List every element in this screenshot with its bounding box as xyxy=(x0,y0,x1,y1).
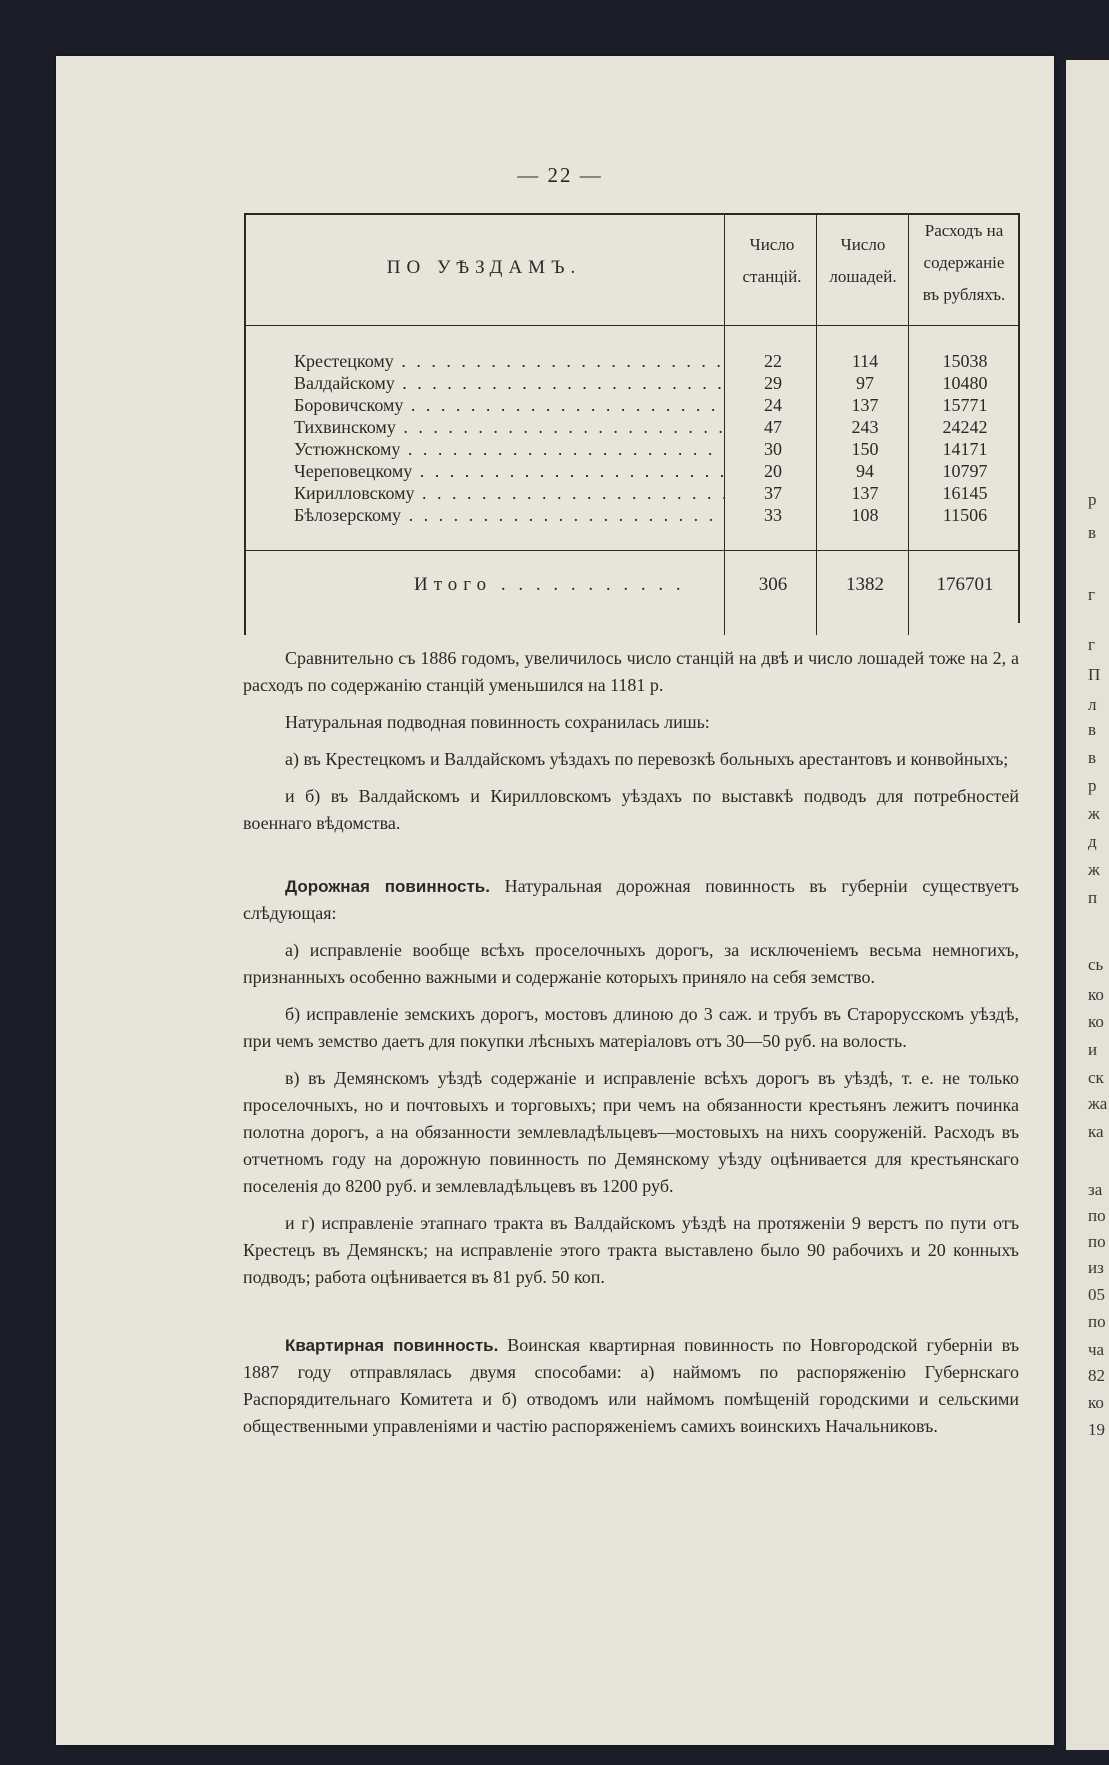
paragraph-text: а) исправленіе вообще всѣхъ проселочныхъ дорогъ, за исключеніемъ весьма немногихъ, признанныхъ особенно важными и содержаніе которыхъ приняло на себя земство. xyxy=(243,940,1019,987)
paragraph xyxy=(243,709,1019,736)
cell-expense: 16145 xyxy=(942,483,988,503)
total-label: Итого . . . xyxy=(414,570,724,600)
table-row xyxy=(244,350,1020,372)
cell-stations: 29 xyxy=(764,373,782,393)
paragraph-text: а) въ Крестецкомъ и Валдайскомъ уѣздахъ по перевозкѣ больныхъ арестантовъ и конвойныхъ; xyxy=(285,749,1009,769)
adjacent-page-fragment: ж xyxy=(1088,860,1100,879)
cell-expense: 24242 xyxy=(942,417,988,437)
cell-horses: 114 xyxy=(851,351,879,371)
adjacent-page-fragment: по xyxy=(1088,1232,1106,1251)
header-stations-line1: Число xyxy=(749,235,795,254)
paragraph-text: Натуральная дорожная повинность въ губерніи существуетъ слѣдующая: xyxy=(243,876,1019,923)
adjacent-page-fragment: р xyxy=(1088,490,1097,509)
body-text-block-3 xyxy=(243,1332,1019,1450)
adjacent-page-fragment: жа xyxy=(1088,1094,1108,1113)
stations-table xyxy=(244,213,1020,635)
district-name: Боровичскому . . . xyxy=(294,394,724,416)
district-name: Валдайскому . . . xyxy=(294,372,724,394)
header-horses-line2: лошадей. xyxy=(829,267,897,286)
paragraph xyxy=(243,1332,1019,1440)
adjacent-page-fragment: в xyxy=(1088,748,1097,767)
table-title: ПО УѢЗДАМЪ. xyxy=(386,257,582,278)
adjacent-page-fragment: ск xyxy=(1088,1068,1104,1087)
paragraph-text: б) исправленіе земскихъ дорогъ, мостовъ длиною до 3 саж. и трубъ въ Старорусскомъ уѣздѣ, при чемъ земство даетъ для покупки лѣсныхъ матеріаловъ отъ 30—50 руб. на волость. xyxy=(243,1004,1019,1051)
cell-horses: 137 xyxy=(851,483,879,503)
table-row xyxy=(244,394,1020,416)
adjacent-page-fragment: г xyxy=(1088,635,1095,654)
paragraph-heading: Дорожная повинность. xyxy=(285,877,490,896)
district-name: Крестецкому . . . xyxy=(294,350,724,372)
header-stations xyxy=(728,229,816,293)
cell-stations: 22 xyxy=(764,351,782,371)
adjacent-page-fragment: по xyxy=(1088,1206,1106,1225)
body-text-block-2 xyxy=(243,873,1019,1301)
header-horses-line1: Число xyxy=(840,235,886,254)
header-horses xyxy=(818,229,908,293)
adjacent-page-fragment: д xyxy=(1088,832,1097,851)
cell-stations: 47 xyxy=(764,417,782,437)
adjacent-page-fragment: ка xyxy=(1088,1122,1104,1141)
table-row xyxy=(244,372,1020,394)
paragraph xyxy=(243,937,1019,991)
header-expense-line1: Расходъ на xyxy=(924,221,1004,240)
cell-stations: 37 xyxy=(764,483,782,503)
cell-horses: 150 xyxy=(851,439,879,459)
page-number: — 22 — xyxy=(517,163,603,187)
adjacent-page-fragment: 05 xyxy=(1088,1285,1105,1304)
cell-stations: 33 xyxy=(764,505,782,525)
adjacent-page-edge xyxy=(1066,60,1109,1750)
paragraph-heading: Квартирная повинность. xyxy=(285,1336,499,1355)
adjacent-page-fragment: сь xyxy=(1088,955,1104,974)
cell-expense: 15771 xyxy=(942,395,988,415)
table-row xyxy=(244,482,1020,504)
cell-expense: 15038 xyxy=(942,351,988,371)
cell-stations: 20 xyxy=(764,461,782,481)
paragraph-text: Сравнительно съ 1886 годомъ, увеличилось число станцій на двѣ и число лошадей тоже на 2, а расходъ по содержанію станцій уменьшился на 1181 р. xyxy=(243,648,1019,695)
table-row xyxy=(244,460,1020,482)
adjacent-page-fragment: ча xyxy=(1088,1340,1105,1359)
paragraph xyxy=(243,783,1019,837)
adjacent-page-fragment: г xyxy=(1088,585,1095,604)
adjacent-page-fragment: л xyxy=(1088,695,1097,714)
paragraph xyxy=(243,1001,1019,1055)
adjacent-page-fragment: ко xyxy=(1088,985,1104,1004)
paragraph-text: и б) въ Валдайскомъ и Кирилловскомъ уѣздахъ по выставкѣ подводъ для потребностей военнаго вѣдомства. xyxy=(243,786,1019,833)
paragraph xyxy=(243,873,1019,927)
adjacent-page-fragment: в xyxy=(1088,720,1097,739)
adjacent-page-fragment: р xyxy=(1088,776,1097,795)
header-expense-line3: въ рубляхъ. xyxy=(922,285,1006,304)
paragraph-text: Натуральная подводная повинность сохранилась лишь: xyxy=(285,712,710,732)
paragraph xyxy=(243,746,1019,773)
cell-stations: 30 xyxy=(764,439,782,459)
adjacent-page-fragment: из xyxy=(1088,1258,1104,1277)
adjacent-page-fragment: 82 xyxy=(1088,1366,1105,1385)
adjacent-page-fragment: по xyxy=(1088,1312,1106,1331)
header-expense xyxy=(910,215,1018,311)
paragraph-text: в) въ Демянскомъ уѣздѣ содержаніе и исправленіе всѣхъ дорогъ въ уѣздѣ, т. е. не только проселочныхъ, но и почтовыхъ и торговыхъ; при чемъ на обязанности крестьянъ лежитъ починка полотна дорогъ, а на обязанности землевладѣльцевъ—мостовыхъ на нихъ сооруженій. Расходъ въ отчетномъ году на дорожную повинность по Демянскому уѣзду оцѣнивается для крестьянскаго поселенія до 8200 руб. и землевладѣльцевъ въ 1200 руб. xyxy=(243,1068,1019,1196)
header-stations-line2: станцій. xyxy=(742,267,802,286)
cell-horses: 243 xyxy=(851,417,879,437)
cell-expense: 10480 xyxy=(942,373,988,393)
adjacent-page-fragment: в xyxy=(1088,523,1097,542)
adjacent-page-fragment: и xyxy=(1088,1040,1098,1059)
cell-expense: 14171 xyxy=(942,439,988,459)
cell-expense: 11506 xyxy=(942,505,988,525)
table-body xyxy=(244,350,1020,526)
body-text-block-1 xyxy=(243,645,1019,847)
cell-expense: 10797 xyxy=(942,461,988,481)
paragraph-text: и г) исправленіе этапнаго тракта въ Валдайскомъ уѣздѣ на протяженіи 9 верстъ по пути отъ Крестецъ въ Демянскъ; на исправленіе этого тракта выставлено было 90 рабочихъ и 20 конныхъ подводъ; работа оцѣнивается въ 81 руб. 50 коп. xyxy=(243,1213,1019,1287)
cell-horses: 97 xyxy=(856,373,874,393)
table-row xyxy=(244,438,1020,460)
district-name: Череповецкому . . . xyxy=(294,460,724,482)
adjacent-page-fragment: ко xyxy=(1088,1012,1104,1031)
cell-horses: 108 xyxy=(851,505,879,525)
total-stations: 306 xyxy=(758,574,788,595)
paragraph-text: Воинская квартирная повинность по Новгородской губерніи въ 1887 году отправлялась двумя способами: а) наймомъ по распоряженію Губернскаго Распорядительнаго Комитета и б) отводомъ или наймомъ помѣщеній городскими и сельскими общественными управленіями и частію распоряженіемъ самихъ воинскихъ Начальниковъ. xyxy=(243,1335,1019,1436)
total-row xyxy=(244,570,1020,600)
adjacent-page-fragment: за xyxy=(1088,1180,1103,1199)
district-name: Тихвинскому . . . xyxy=(294,416,724,438)
adjacent-page-fragment: ж xyxy=(1088,804,1100,823)
district-name: Кирилловскому . . . xyxy=(294,482,724,504)
table-row xyxy=(244,504,1020,526)
adjacent-page-fragment: П xyxy=(1088,665,1101,684)
paragraph xyxy=(243,645,1019,699)
total-expense: 176701 xyxy=(936,574,994,595)
paragraph xyxy=(243,1210,1019,1291)
paragraph xyxy=(243,1065,1019,1200)
adjacent-page-fragment: 19 xyxy=(1088,1420,1105,1439)
table-row xyxy=(244,416,1020,438)
cell-stations: 24 xyxy=(764,395,782,415)
district-name: Бѣлозерскому . . . xyxy=(294,504,724,526)
cell-horses: 94 xyxy=(856,461,874,481)
cell-horses: 137 xyxy=(851,395,879,415)
adjacent-page-fragment: ко xyxy=(1088,1393,1104,1412)
header-expense-line2: содержаніе xyxy=(923,253,1005,272)
total-horses: 1382 xyxy=(846,574,884,595)
adjacent-page-fragment: п xyxy=(1088,888,1098,907)
district-name: Устюжнскому . . . xyxy=(294,438,724,460)
